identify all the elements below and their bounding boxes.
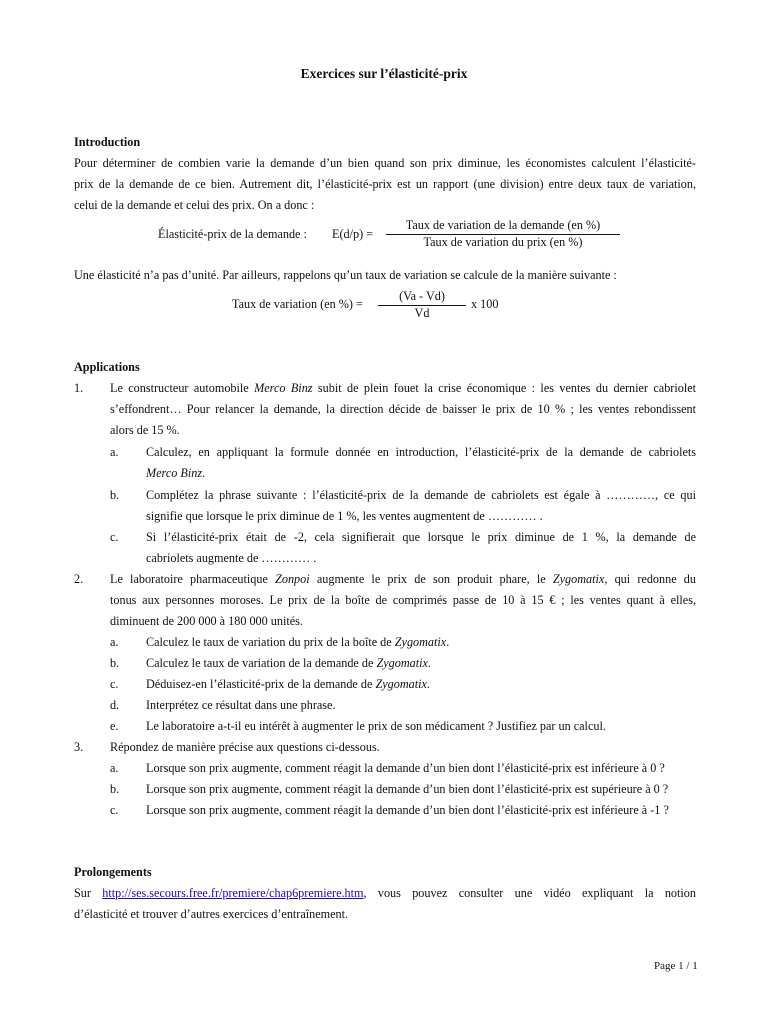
question-line: alors de 15 %.: [110, 423, 180, 437]
question-line: Le laboratoire pharmaceutique Zonpoi augmente le prix de son produit phare, le Zygomatix, qui redonne du: [110, 572, 696, 586]
question-number: 1.: [74, 381, 84, 395]
section-heading-prolongements: Prolongements: [74, 865, 152, 879]
subquestion-line: Calculez le taux de variation de la demande de Zygomatix.: [146, 656, 431, 670]
subquestion-line: Déduisez-en l’élasticité-prix de la demande de Zygomatix.: [146, 677, 430, 691]
subquestion-letter: b.: [110, 782, 120, 796]
subquestion-line: Lorsque son prix augmente, comment réagit la demande d’un bien dont l’élasticité-prix est inférieure à -1 ?: [146, 803, 669, 817]
subquestion-line: Complétez la phrase suivante : l’élasticité-prix de la demande de cabriolets est égale à …………, ce qui: [146, 488, 696, 502]
subquestion-line: Calculez le taux de variation du prix de la boîte de Zygomatix.: [146, 635, 450, 649]
subquestion-line: Calculez, en appliquant la formule donnée en introduction, l’élasticité-prix de la demande de cabriolets: [146, 445, 696, 459]
paragraph-line: prix de la demande de ce bien. Autrement dit, l’élasticité-prix est un rapport (une division) entre deux taux de variation,: [74, 177, 696, 191]
subquestion-line: cabriolets augmente de ………… .: [146, 551, 317, 565]
formula-label: Taux de variation (en %) =: [232, 297, 363, 311]
subquestion-line: Lorsque son prix augmente, comment réagit la demande d’un bien dont l’élasticité-prix est supérieure à 0 ?: [146, 782, 669, 796]
formula-label: Élasticité-prix de la demande :: [158, 227, 307, 241]
subquestion-letter: c.: [110, 803, 119, 817]
formula-numerator: Taux de variation de la demande (en %): [405, 218, 601, 232]
formula-numerator: (Va - Vd): [399, 289, 445, 303]
subquestion-letter: b.: [110, 656, 120, 670]
page-number: Page 1 / 1: [654, 960, 698, 972]
formula-symbol: E(d/p) =: [332, 227, 374, 241]
section-heading-introduction: Introduction: [74, 135, 141, 149]
subquestion-line: Merco Binz.: [146, 466, 206, 480]
formula-denominator: Vd: [414, 306, 430, 320]
question-line: tonus aux personnes moroses. Le prix de la boîte de comprimés passe de 10 à 15 € ; les ventes quant à elles,: [110, 593, 696, 607]
subquestion-letter: a.: [110, 635, 119, 649]
subquestion-line: signifie que lorsque le prix diminue de 1 %, les ventes augmentent de ………… .: [146, 509, 543, 523]
page-title: Exercices sur l’élasticité-prix: [300, 66, 468, 81]
subquestion-letter: d.: [110, 698, 120, 712]
formula-multiplier: x 100: [471, 297, 499, 311]
subquestion-letter: a.: [110, 761, 119, 775]
subquestion-letter: b.: [110, 488, 120, 502]
question-line: Répondez de manière précise aux questions ci-dessous.: [110, 740, 380, 754]
subquestion-letter: a.: [110, 445, 119, 459]
subquestion-letter: e.: [110, 719, 119, 733]
external-link[interactable]: http://ses.secours.free.fr/premiere/chap6premiere.htm: [102, 886, 364, 900]
subquestion-line: Le laboratoire a-t-il eu intérêt à augmenter le prix de son médicament ? Justifiez par un calcul.: [146, 719, 606, 733]
question-line: diminuent de 200 000 à 180 000 unités.: [110, 614, 303, 628]
subquestion-line: Si l’élasticité-prix était de -2, cela signifierait que lorsque le prix diminue de 1 %, la demande de: [146, 530, 696, 544]
subquestion-line: Lorsque son prix augmente, comment réagit la demande d’un bien dont l’élasticité-prix est inférieure à 0 ?: [146, 761, 665, 775]
subquestion-letter: c.: [110, 677, 119, 691]
question-number: 3.: [74, 740, 84, 754]
question-line: s’effondrent… Pour relancer la demande, la direction décide de baisser le prix de 10 % ; les ventes rebondissent: [110, 402, 696, 416]
formula-denominator: Taux de variation du prix (en %): [423, 235, 583, 249]
paragraph-line: Une élasticité n’a pas d’unité. Par ailleurs, rappelons qu’un taux de variation se calcule de la manière suivante :: [74, 268, 617, 282]
question-number: 2.: [74, 572, 84, 586]
section-heading-applications: Applications: [74, 360, 140, 374]
question-line: Le constructeur automobile Merco Binz subit de plein fouet la crise économique : les ventes du dernier cabriolet: [110, 381, 697, 395]
subquestion-letter: c.: [110, 530, 119, 544]
paragraph-line: Sur http://ses.secours.free.fr/premiere/chap6premiere.htm, vous pouvez consulter une vidéo expliquant la notion: [74, 886, 696, 900]
subquestion-line: Interprétez ce résultat dans une phrase.: [146, 698, 336, 712]
paragraph-line: d’élasticité et trouver d’autres exercices d’entraînement.: [74, 907, 349, 921]
paragraph-line: Pour déterminer de combien varie la demande d’un bien quand son prix diminue, les économistes calculent l’élasticité-: [74, 156, 696, 170]
paragraph-line: celui de la demande et celui des prix. On a donc :: [74, 198, 315, 212]
